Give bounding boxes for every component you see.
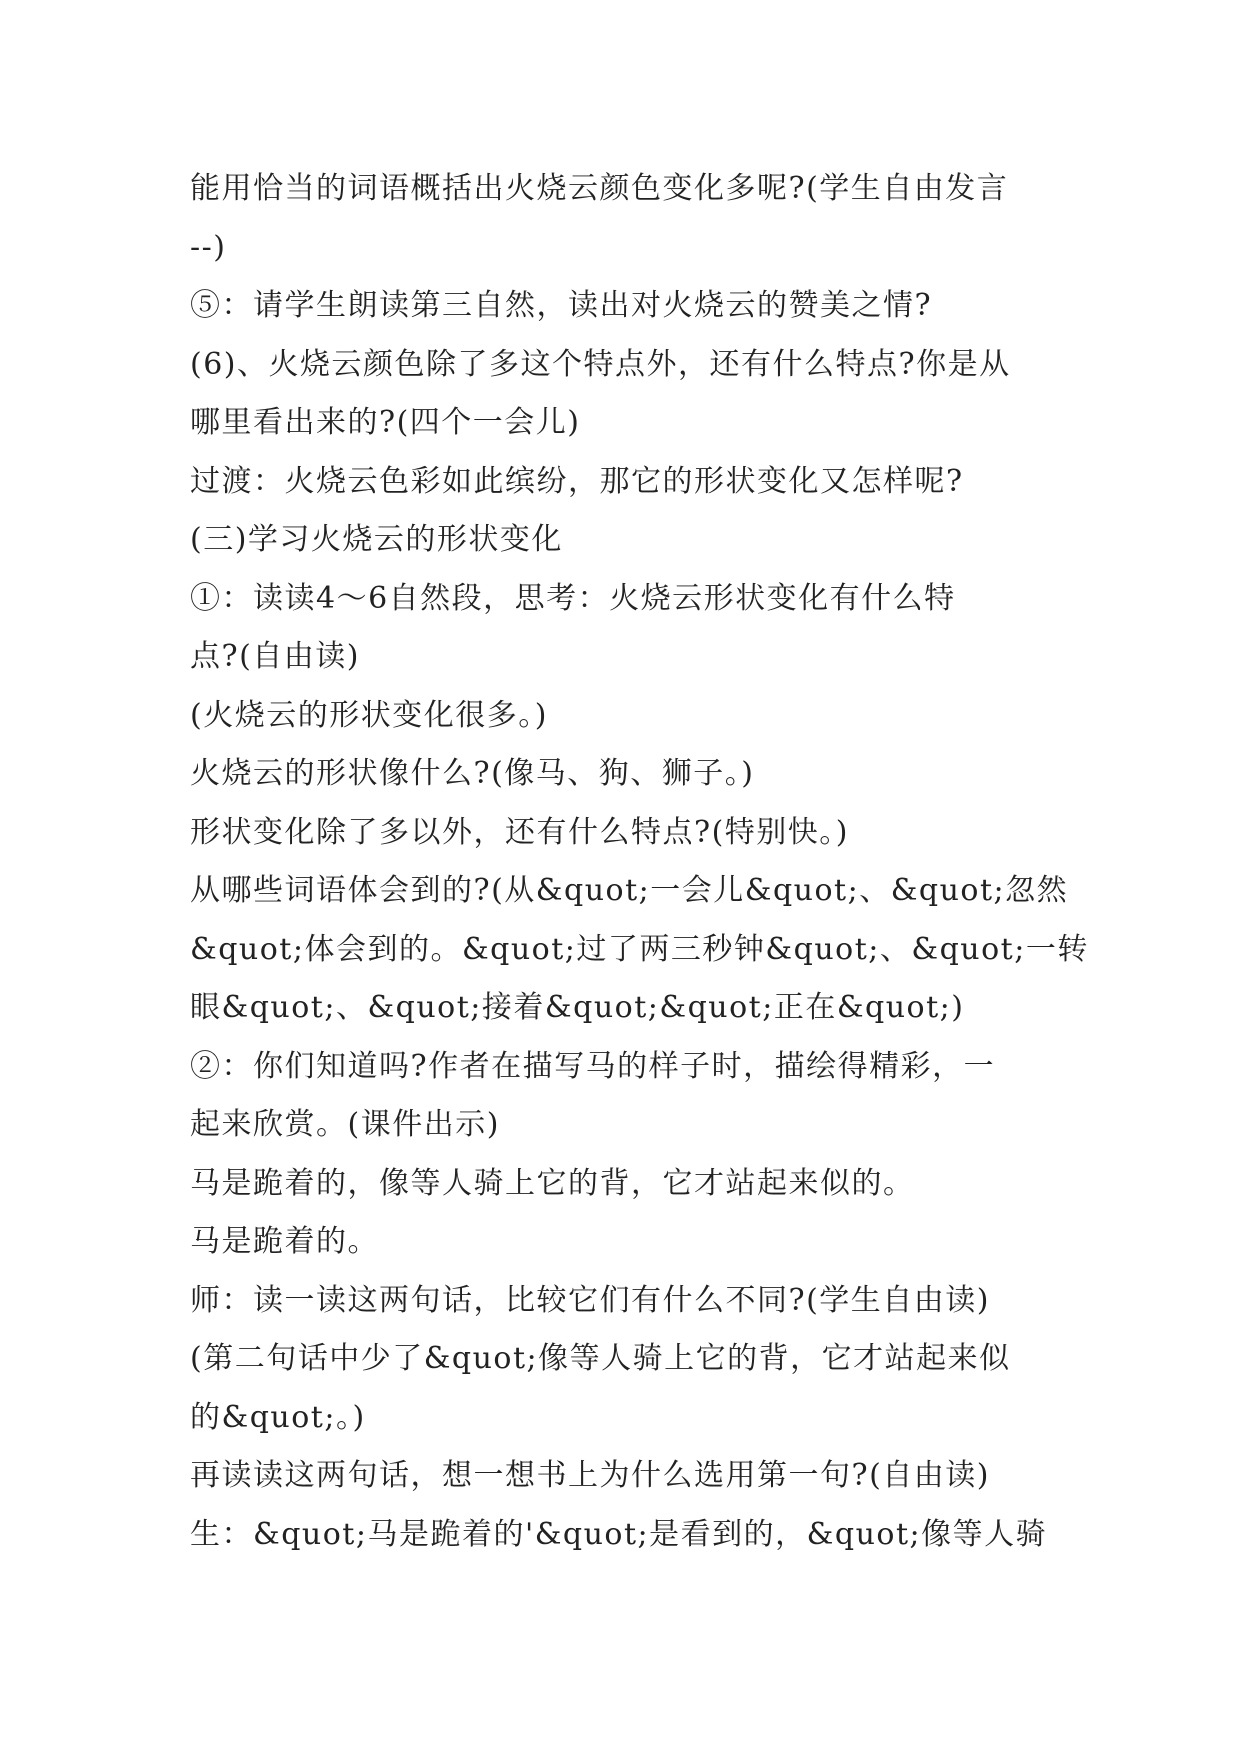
- text-line: ⑤：请学生朗读第三自然，读出对火烧云的赞美之情?: [190, 288, 933, 323]
- text-line: 形状变化除了多以外，还有什么特点?(特别快。): [190, 814, 849, 850]
- text-line: ②：你们知道吗?作者在描写马的样子时，描绘得精彩，一: [190, 1048, 996, 1084]
- text-line: 起来欣赏。(课件出示): [190, 1107, 500, 1142]
- text-line: 能用恰当的词语概括出火烧云颜色变化多呢?(学生自由发言: [190, 171, 1009, 206]
- text-line: 火烧云的形状像什么?(像马、狗、狮子。): [190, 756, 755, 791]
- text-line: --): [190, 229, 227, 265]
- text-line: 生：&quot;马是跪着的'&quot;是看到的，&quot;像等人骑: [190, 1516, 1048, 1552]
- text-line: 马是跪着的。: [190, 1224, 379, 1259]
- text-line: (火烧云的形状变化很多。): [190, 697, 548, 733]
- text-line: 哪里看出来的?(四个一会儿): [190, 405, 581, 440]
- document-body: [190, 160, 1089, 1564]
- section-heading: (三)学习火烧云的形状变化: [190, 522, 563, 557]
- text-line: ①：读读4～6自然段，思考：火烧云形状变化有什么特: [190, 580, 956, 616]
- text-line: 再读读这两句话，想一想书上为什么选用第一句?(自由读): [190, 1458, 990, 1493]
- text-line: 师：读一读这两句话，比较它们有什么不同?(学生自由读): [190, 1282, 990, 1318]
- text-line: 点?(自由读): [190, 639, 360, 674]
- text-line: 的&quot;。): [190, 1399, 366, 1435]
- text-line: 从哪些词语体会到的?(从&quot;一会儿&quot;、&quot;忽然: [190, 873, 1069, 908]
- text-line: (6)、火烧云颜色除了多这个特点外，还有什么特点?你是从: [190, 346, 1011, 382]
- text-line: 马是跪着的，像等人骑上它的背，它才站起来似的。: [190, 1165, 915, 1201]
- text-line: 过渡：火烧云色彩如此缤纷，那它的形状变化又怎样呢?: [190, 463, 964, 499]
- text-line: 眼&quot;、&quot;接着&quot;&quot;正在&quot;): [190, 990, 965, 1025]
- text-line: (第二句话中少了&quot;像等人骑上它的背，它才站起来似: [190, 1341, 1011, 1376]
- text-line: &quot;体会到的。&quot;过了两三秒钟&quot;、&quot;一转: [190, 931, 1089, 967]
